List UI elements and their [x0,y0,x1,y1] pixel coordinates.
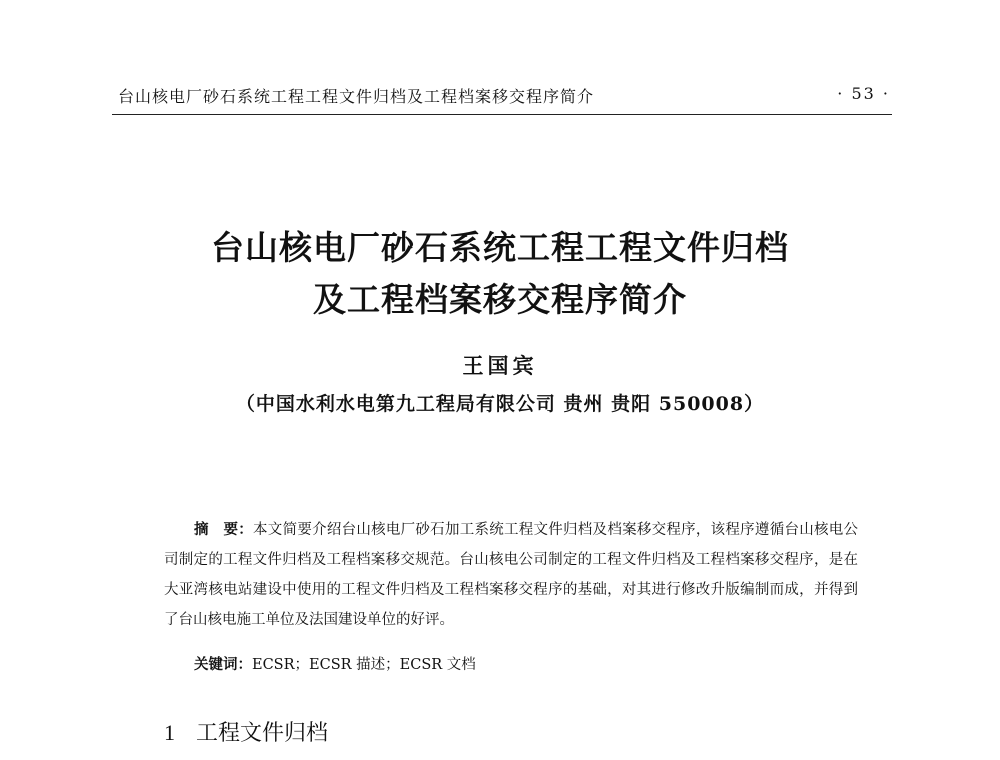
section-title: 工程文件归档 [196,721,329,746]
author-affiliation: （中国水利水电第九工程局有限公司 贵州 贵阳 550008） [235,393,765,415]
title-line-1: 台山核电厂砂石系统工程工程文件归档 [211,228,789,267]
section-number: 1 [164,720,175,745]
running-title: 台山核电厂砂石系统工程工程文件归档及工程档案移交程序简介 [118,87,595,106]
abstract-paragraph [164,515,858,635]
abstract [164,515,858,635]
section-heading [164,716,328,747]
article-title [150,222,850,326]
author-name: 王国宾 [462,353,538,378]
keywords-label: 关键词： [194,656,252,673]
page-number: · 53 · [837,84,890,103]
header-rule [112,114,892,115]
abstract-label: 摘 要： [194,521,254,538]
keywords-text: ECSR；ECSR 描述；ECSR 文档 [252,657,476,673]
running-header [118,84,890,112]
title-line-2: 及工程档案移交程序简介 [313,280,687,319]
abstract-text: 本文简要介绍台山核电厂砂石加工系统工程文件归档及档案移交程序，该程序遵循台山核电公司制定的工程文件归档及工程档案移交规范。台山核电公司制定的工程文件归档及工程档案移交程序，是在大亚湾核电站建设中使用的工程文件归档及工程档案移交程序的基础，对其进行修改升版编制而成，并得到了台山核电施工单位及法国建设单位的好评。 [164,522,858,628]
keywords [194,650,476,680]
